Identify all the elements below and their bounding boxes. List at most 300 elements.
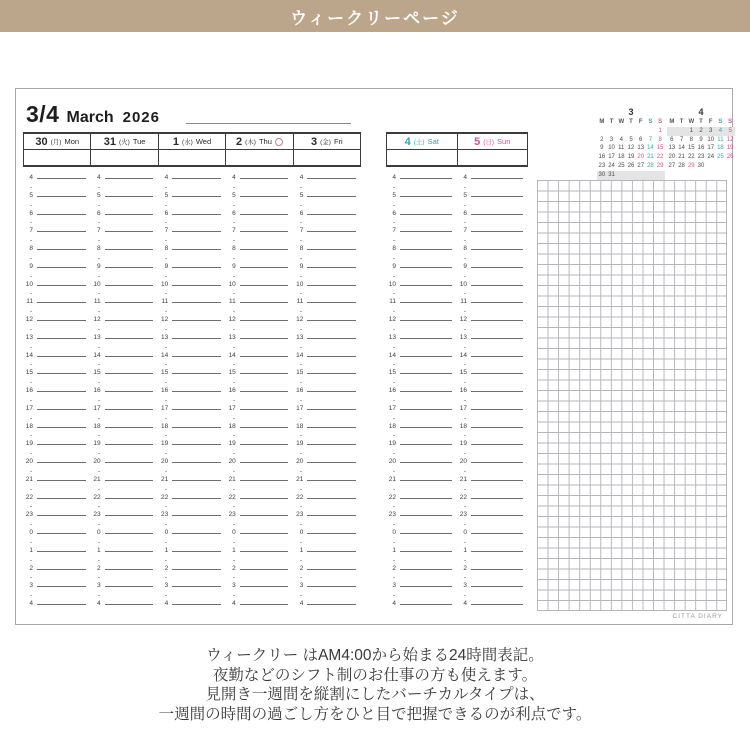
- hour-line: [307, 249, 356, 250]
- hour-label: 7: [29, 227, 33, 235]
- mini-calendar-day: 1: [658, 127, 662, 134]
- hour-label: 0: [29, 529, 33, 536]
- hour-line: [400, 409, 452, 410]
- hour-label: 15: [25, 369, 33, 377]
- hour-label: 14: [228, 351, 236, 359]
- mini-calendar-day: 11: [717, 136, 724, 143]
- hour-label: 20: [25, 458, 33, 465]
- hour-label: 12: [25, 316, 33, 323]
- mini-calendar-dow: S: [648, 119, 653, 125]
- half-hour-tick: [464, 418, 466, 419]
- day-number: 2: [235, 135, 243, 148]
- mini-calendar-day: 6: [670, 136, 674, 143]
- hour-label: 18: [228, 422, 236, 430]
- half-hour-tick: [165, 276, 167, 277]
- half-hour-tick: [98, 240, 100, 241]
- hour-label: 2: [96, 564, 101, 572]
- day-number: 1: [172, 135, 179, 148]
- description-line: ウィークリー はAM4:00から始まる24時間表記。: [206, 647, 544, 664]
- day-header-thu: [226, 134, 293, 165]
- half-hour-tick: [98, 471, 100, 472]
- hour-label: 7: [164, 227, 169, 235]
- half-hour-tick: [30, 311, 32, 312]
- hour-line: [37, 444, 86, 445]
- hour-label: 16: [228, 387, 236, 394]
- hour-line: [307, 480, 356, 481]
- hour-line: [172, 551, 221, 552]
- hour-label: 8: [463, 245, 467, 252]
- half-hour-tick: [98, 347, 100, 348]
- half-hour-tick: [300, 560, 302, 561]
- mini-calendar-day: 27: [637, 162, 645, 169]
- half-hour-tick: [464, 453, 466, 454]
- mini-calendar-day: [597, 127, 607, 136]
- memo-grid: [537, 180, 727, 611]
- hour-label: 5: [232, 191, 236, 199]
- hour-line: [400, 391, 452, 392]
- hour-line: [240, 249, 289, 250]
- hour-label: 22: [93, 493, 101, 501]
- half-hour-tick: [233, 258, 235, 259]
- half-hour-tick: [393, 542, 395, 543]
- hour-line: [105, 444, 154, 445]
- half-hour-tick: [393, 293, 395, 294]
- hour-label: 14: [296, 351, 304, 359]
- half-hour-tick: [165, 489, 167, 490]
- half-hour-tick: [393, 276, 395, 277]
- half-hour-tick: [165, 418, 167, 419]
- half-hour-tick: [300, 489, 302, 490]
- description-text: [0, 646, 750, 724]
- hour-line: [307, 178, 356, 179]
- hour-label: 22: [228, 493, 236, 501]
- half-hour-tick: [393, 506, 395, 507]
- hour-line: [471, 409, 523, 410]
- hour-line: [307, 320, 356, 321]
- hour-line: [240, 267, 289, 268]
- half-hour-tick: [464, 293, 466, 294]
- hour-label: 4: [96, 600, 101, 607]
- hour-line: [400, 178, 452, 179]
- half-hour-tick: [300, 311, 302, 312]
- hour-line: [105, 515, 154, 516]
- hour-label: 9: [96, 262, 101, 270]
- hour-label: 6: [96, 209, 101, 217]
- hour-line: [240, 302, 289, 303]
- half-hour-tick: [233, 489, 235, 490]
- half-hour-tick: [98, 489, 100, 490]
- hour-line: [172, 586, 221, 587]
- half-hour-tick: [30, 418, 32, 419]
- hour-label: 4: [463, 600, 467, 607]
- half-hour-tick: [393, 329, 395, 330]
- mini-calendar-day: 16: [598, 154, 606, 161]
- mini-calendar-day: 13: [637, 145, 645, 152]
- hour-label: 5: [96, 191, 101, 199]
- hour-label: 19: [388, 440, 396, 448]
- description-line: 見開き一週間を縦割にしたバーチカルタイプは、: [205, 686, 545, 703]
- half-hour-tick: [464, 187, 466, 188]
- hour-label: 17: [160, 404, 169, 412]
- half-hour-tick: [233, 418, 235, 419]
- hour-label: 17: [25, 404, 33, 412]
- half-hour-tick: [393, 577, 395, 578]
- hour-label: 12: [296, 316, 304, 323]
- hour-line: [471, 427, 523, 428]
- day-number: 5: [474, 135, 481, 148]
- hour-label: 16: [25, 387, 33, 394]
- mini-calendar-day: 2: [600, 136, 604, 143]
- hour-label: 13: [93, 333, 101, 341]
- weekday-header-right-page: [386, 132, 528, 167]
- hour-line: [307, 427, 356, 428]
- description-line: 夜勤などのシフト制のお仕事の方も使えます。: [212, 666, 538, 684]
- hour-label: 21: [296, 475, 304, 483]
- hour-line: [471, 604, 523, 605]
- hour-label: 16: [388, 387, 396, 394]
- hour-line: [172, 409, 221, 410]
- mini-calendar-dow: T: [629, 119, 633, 125]
- half-hour-tick: [165, 329, 167, 330]
- hour-line: [471, 320, 523, 321]
- hour-label: 4: [164, 600, 169, 607]
- half-hour-tick: [30, 506, 32, 507]
- hour-label: 0: [232, 529, 236, 536]
- hour-line: [307, 515, 356, 516]
- half-hour-tick: [464, 205, 466, 206]
- hour-label: 23: [93, 511, 101, 519]
- half-hour-tick: [464, 435, 466, 436]
- mini-calendar-day: 16: [697, 145, 705, 152]
- hour-line: [307, 338, 356, 339]
- half-hour-tick: [393, 240, 395, 241]
- hour-label: 13: [228, 333, 236, 341]
- hour-label: 13: [25, 333, 33, 341]
- hour-line: [400, 586, 452, 587]
- hour-line: [172, 480, 221, 481]
- hour-line: [240, 214, 289, 215]
- half-hour-tick: [393, 400, 395, 401]
- mini-calendar-day: 21: [647, 154, 654, 161]
- hour-line: [105, 391, 154, 392]
- hour-line: [400, 551, 452, 552]
- mini-calendar-day: 29: [656, 162, 664, 169]
- mini-calendar-day: 18: [717, 145, 724, 152]
- half-hour-tick: [300, 276, 302, 277]
- half-hour-tick: [98, 506, 100, 507]
- day-abbrev: Tue: [132, 137, 146, 146]
- hour-label: 0: [96, 529, 101, 536]
- mini-calendar-day: 28: [647, 162, 654, 169]
- half-hour-tick: [233, 453, 235, 454]
- hour-label: 15: [388, 369, 396, 377]
- mini-calendar-day: 7: [679, 136, 684, 143]
- half-hour-tick: [30, 222, 32, 223]
- hour-line: [172, 249, 221, 250]
- mini-calendar-day: 26: [627, 162, 635, 169]
- mini-calendar-day: 20: [637, 154, 645, 161]
- hour-label: 11: [296, 298, 304, 306]
- mini-calendar-grid: [597, 118, 665, 180]
- half-hour-tick: [233, 347, 235, 348]
- mini-calendar-day: 7: [648, 136, 653, 143]
- mini-calendar-day: 11: [618, 145, 625, 152]
- hour-line: [37, 320, 86, 321]
- hour-label: 17: [296, 404, 304, 412]
- hour-line: [37, 196, 86, 197]
- half-hour-tick: [464, 524, 466, 525]
- hour-line: [172, 427, 221, 428]
- half-hour-tick: [165, 471, 167, 472]
- day-abbrev: Wed: [195, 137, 212, 146]
- title-underline: [186, 123, 351, 124]
- hour-line: [471, 196, 523, 197]
- hour-line: [105, 249, 154, 250]
- mini-calendar-day: 9: [600, 145, 604, 152]
- hour-line: [400, 427, 452, 428]
- hour-label: 13: [388, 333, 396, 341]
- half-hour-tick: [300, 471, 302, 472]
- hour-label: 18: [25, 422, 33, 430]
- hour-line: [400, 302, 452, 303]
- mini-calendar-day: 13: [668, 145, 676, 152]
- day-header-fri: [294, 134, 360, 165]
- mini-calendar-day: 17: [608, 154, 615, 161]
- hour-label: 5: [392, 191, 396, 199]
- hour-label: 4: [29, 600, 33, 607]
- hour-line: [37, 569, 86, 570]
- hour-label: 8: [299, 245, 304, 252]
- hour-label: 7: [232, 227, 236, 235]
- hour-line: [37, 409, 86, 410]
- hour-label: 6: [164, 209, 169, 217]
- half-hour-tick: [233, 222, 235, 223]
- mini-calendar-april: [667, 107, 735, 171]
- week-number: 3/4: [26, 101, 60, 127]
- mini-calendar-day: [616, 127, 626, 136]
- hour-line: [105, 604, 154, 605]
- hour-label: 21: [459, 475, 467, 483]
- hour-label: 4: [96, 174, 101, 181]
- hour-label: 21: [388, 475, 396, 483]
- mini-calendar-day: [616, 171, 626, 180]
- mini-calendar-day: 15: [687, 145, 695, 152]
- hour-line: [172, 462, 221, 463]
- hour-label: 23: [160, 511, 169, 519]
- half-hour-tick: [30, 560, 32, 561]
- hour-label: 2: [463, 564, 467, 572]
- half-hour-tick: [165, 187, 167, 188]
- half-hour-tick: [30, 524, 32, 525]
- year-label: 2026: [122, 109, 160, 126]
- half-hour-tick: [233, 311, 235, 312]
- hour-line: [172, 391, 221, 392]
- hour-line: [471, 285, 523, 286]
- half-hour-tick: [233, 471, 235, 472]
- hour-label: 4: [232, 600, 236, 607]
- day-kanji: (水): [182, 139, 193, 146]
- hour-line: [400, 373, 452, 374]
- hour-line: [307, 196, 356, 197]
- hour-line: [471, 480, 523, 481]
- hour-line: [37, 515, 86, 516]
- mini-calendar-dow: M: [599, 119, 605, 125]
- half-hour-tick: [30, 293, 32, 294]
- hour-line: [172, 533, 221, 534]
- hour-label: 21: [160, 475, 169, 483]
- day-abbrev: Mon: [64, 137, 80, 146]
- hour-label: 23: [296, 511, 304, 519]
- hour-line: [240, 320, 289, 321]
- half-hour-tick: [233, 542, 235, 543]
- hour-label: 6: [232, 209, 236, 217]
- hour-label: 19: [160, 440, 169, 448]
- half-hour-tick: [98, 382, 100, 383]
- weekday-header-left-page: [23, 132, 361, 167]
- half-hour-tick: [165, 205, 167, 206]
- hour-label: 20: [388, 458, 396, 465]
- hour-label: 14: [388, 351, 396, 359]
- month-label: March: [66, 109, 114, 126]
- day-header-sat: [387, 134, 458, 165]
- hour-line: [240, 586, 289, 587]
- half-hour-tick: [165, 293, 167, 294]
- half-hour-tick: [464, 542, 466, 543]
- hour-line: [105, 320, 154, 321]
- hour-line: [240, 391, 289, 392]
- hour-line: [37, 480, 86, 481]
- half-hour-tick: [300, 435, 302, 436]
- hour-line: [240, 515, 289, 516]
- hour-label: 18: [160, 422, 169, 430]
- hour-line: [400, 462, 452, 463]
- hour-label: 18: [388, 422, 396, 430]
- half-hour-tick: [393, 595, 395, 596]
- hour-label: 19: [459, 440, 467, 448]
- hour-label: 22: [25, 493, 33, 501]
- hour-line: [37, 533, 86, 534]
- hour-label: 12: [93, 316, 101, 323]
- hour-line: [471, 391, 523, 392]
- hour-label: 0: [164, 529, 169, 536]
- half-hour-tick: [165, 560, 167, 561]
- hour-line: [400, 533, 452, 534]
- half-hour-tick: [98, 400, 100, 401]
- hour-label: 10: [160, 280, 169, 288]
- half-hour-tick: [98, 577, 100, 578]
- hour-label: 8: [96, 245, 101, 252]
- hour-label: 15: [296, 369, 304, 377]
- hour-line: [307, 231, 356, 232]
- hour-label: 4: [392, 600, 396, 607]
- half-hour-tick: [393, 453, 395, 454]
- hour-line: [172, 338, 221, 339]
- hour-line: [240, 444, 289, 445]
- mini-calendar-day: [677, 127, 687, 136]
- hour-line: [307, 391, 356, 392]
- hour-line: [240, 373, 289, 374]
- hour-label: 16: [296, 387, 304, 394]
- half-hour-tick: [464, 577, 466, 578]
- hour-label: 7: [96, 227, 101, 235]
- hour-label: 10: [93, 280, 101, 288]
- hour-label: 15: [228, 369, 236, 377]
- hour-line: [105, 285, 154, 286]
- hour-line: [240, 569, 289, 570]
- mini-calendar-day: 2: [696, 127, 706, 136]
- hour-label: 0: [392, 529, 396, 536]
- hour-label: 10: [228, 280, 236, 288]
- half-hour-tick: [165, 240, 167, 241]
- mini-calendar-day: 22: [656, 154, 664, 161]
- hour-label: 4: [299, 174, 304, 181]
- hour-line: [400, 214, 452, 215]
- half-hour-tick: [165, 595, 167, 596]
- mini-calendar-day: 23: [697, 154, 705, 161]
- day-number: 30: [35, 135, 48, 148]
- hour-label: 21: [25, 475, 33, 483]
- mini-calendar-month-number: 4: [698, 107, 704, 117]
- hour-label: 4: [29, 174, 33, 181]
- hour-label: 15: [459, 369, 467, 377]
- half-hour-tick: [233, 364, 235, 365]
- mini-calendar-dow: S: [658, 119, 663, 125]
- half-hour-tick: [98, 205, 100, 206]
- half-hour-tick: [300, 524, 302, 525]
- hour-line: [37, 586, 86, 587]
- half-hour-tick: [233, 329, 235, 330]
- mini-calendar-month-number: 3: [628, 107, 634, 117]
- half-hour-tick: [464, 347, 466, 348]
- half-hour-tick: [233, 276, 235, 277]
- hour-line: [172, 196, 221, 197]
- half-hour-tick: [233, 524, 235, 525]
- hour-line: [240, 356, 289, 357]
- half-hour-tick: [98, 595, 100, 596]
- half-hour-tick: [30, 471, 32, 472]
- half-hour-tick: [98, 453, 100, 454]
- hour-label: 23: [388, 511, 396, 519]
- weekly-planner-sheet: [15, 88, 733, 625]
- mini-calendar-day: 24: [608, 162, 615, 169]
- hour-line: [240, 551, 289, 552]
- hour-line: [471, 338, 523, 339]
- half-hour-tick: [30, 577, 32, 578]
- hour-line: [307, 444, 356, 445]
- hour-line: [37, 285, 86, 286]
- hour-label: 8: [164, 245, 169, 252]
- mini-calendar-day: 30: [697, 162, 705, 169]
- hour-label: 11: [26, 298, 33, 306]
- mini-calendar-dow: F: [708, 119, 713, 125]
- hour-line: [240, 196, 289, 197]
- hour-label: 1: [232, 546, 236, 554]
- half-hour-tick: [233, 293, 235, 294]
- hour-line: [37, 338, 86, 339]
- mini-calendar-dow: W: [688, 119, 695, 125]
- mini-calendar-day: 5: [629, 136, 633, 143]
- moon-phase-icon: [275, 138, 283, 146]
- mini-calendar-day: 20: [668, 154, 676, 161]
- hour-line: [105, 533, 154, 534]
- hour-line: [172, 231, 221, 232]
- mini-calendar-day: [646, 171, 656, 180]
- half-hour-tick: [464, 311, 466, 312]
- half-hour-tick: [165, 382, 167, 383]
- hour-line: [105, 373, 154, 374]
- half-hour-tick: [393, 524, 395, 525]
- brand-label: CITTA DIARY: [672, 613, 723, 620]
